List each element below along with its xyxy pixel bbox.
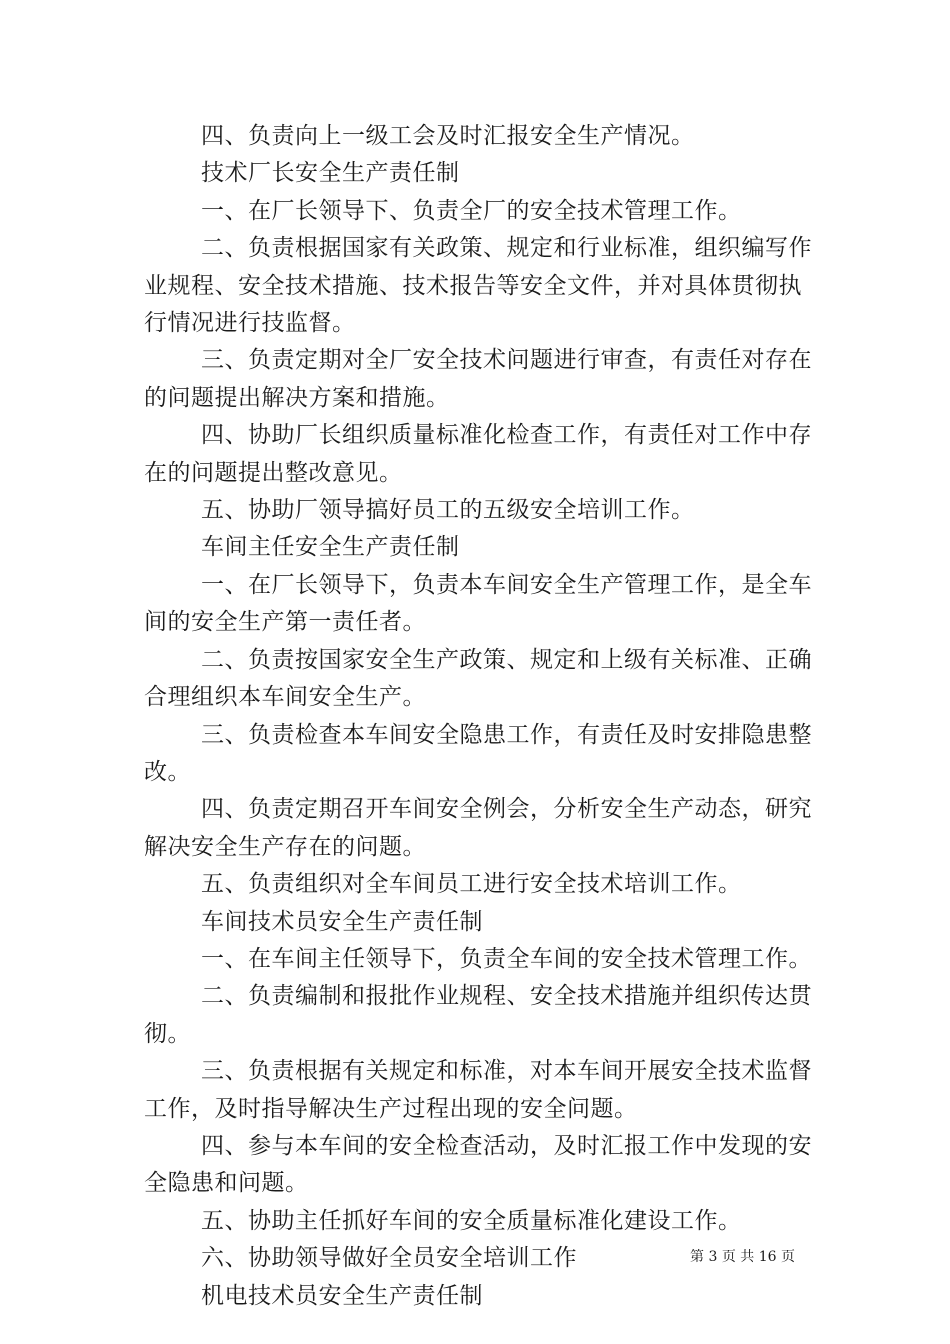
page-label-middle: 页 共 (721, 1249, 755, 1265)
paragraph: 三、负责根据有关规定和标准，对本车间开展安全技术监督工作，及时指导解决生产过程出现的安全问题。 (144, 1058, 812, 1122)
document-body (144, 118, 816, 1315)
paragraph: 四、协助厂长组织质量标准化检查工作，有责任对工作中存在的问题提出整改意见。 (144, 422, 812, 486)
paragraph: 四、负责定期召开车间安全例会，分析安全生产动态，研究解决安全生产存在的问题。 (144, 796, 812, 860)
page-label-suffix: 页 (781, 1249, 796, 1265)
paragraph: 五、协助厂领导搞好员工的五级安全培训工作。 (201, 497, 695, 524)
total-pages-number: 16 (758, 1249, 777, 1265)
current-page-number: 3 (708, 1249, 718, 1265)
section-heading: 车间主任安全生产责任制 (201, 534, 460, 561)
section-heading: 机电技术员安全生产责任制 (201, 1282, 483, 1309)
paragraph: 六、协助领导做好全员安全培训工作 (201, 1245, 577, 1272)
paragraph: 四、参与本车间的安全检查活动，及时汇报工作中发现的安全隐患和问题。 (144, 1132, 812, 1197)
paragraph: 五、协助主任抓好车间的安全质量标准化建设工作。 (201, 1207, 742, 1234)
paragraph: 二、负责编制和报批作业规程、安全技术措施并组织传达贯彻。 (144, 983, 812, 1047)
paragraph: 三、负责检查本车间安全隐患工作，有责任及时安排隐患整改。 (144, 721, 812, 785)
paragraph: 五、负责组织对全车间员工进行安全技术培训工作。 (201, 871, 742, 898)
paragraph: 三、负责定期对全厂安全技术问题进行审查，有责任对存在的问题提出解决方案和措施。 (144, 347, 812, 411)
paragraph: 一、在车间主任领导下，负责全车间的安全技术管理工作。 (201, 945, 812, 972)
paragraph: 二、负责根据国家有关政策、规定和行业标准，组织编写作业规程、安全技术措施、技术报告等安全文件，并对具体贯彻执行情况进行技监督。 (144, 235, 812, 337)
section-heading: 车间技术员安全生产责任制 (201, 908, 483, 935)
paragraph: 二、负责按国家安全生产政策、规定和上级有关标准、正确合理组织本车间安全生产。 (144, 646, 812, 711)
paragraph: 四、负责向上一级工会及时汇报安全生产情况。 (201, 123, 695, 149)
paragraph: 一、在厂长领导下、负责全厂的安全技术管理工作。 (201, 197, 742, 224)
page-label-prefix: 第 (690, 1249, 704, 1265)
section-heading: 技术厂长安全生产责任制 (201, 160, 460, 187)
page-number-footer (690, 1248, 795, 1266)
paragraph: 一、在厂长领导下，负责本车间安全生产管理工作，是全车间的安全生产第一责任者。 (144, 571, 812, 636)
